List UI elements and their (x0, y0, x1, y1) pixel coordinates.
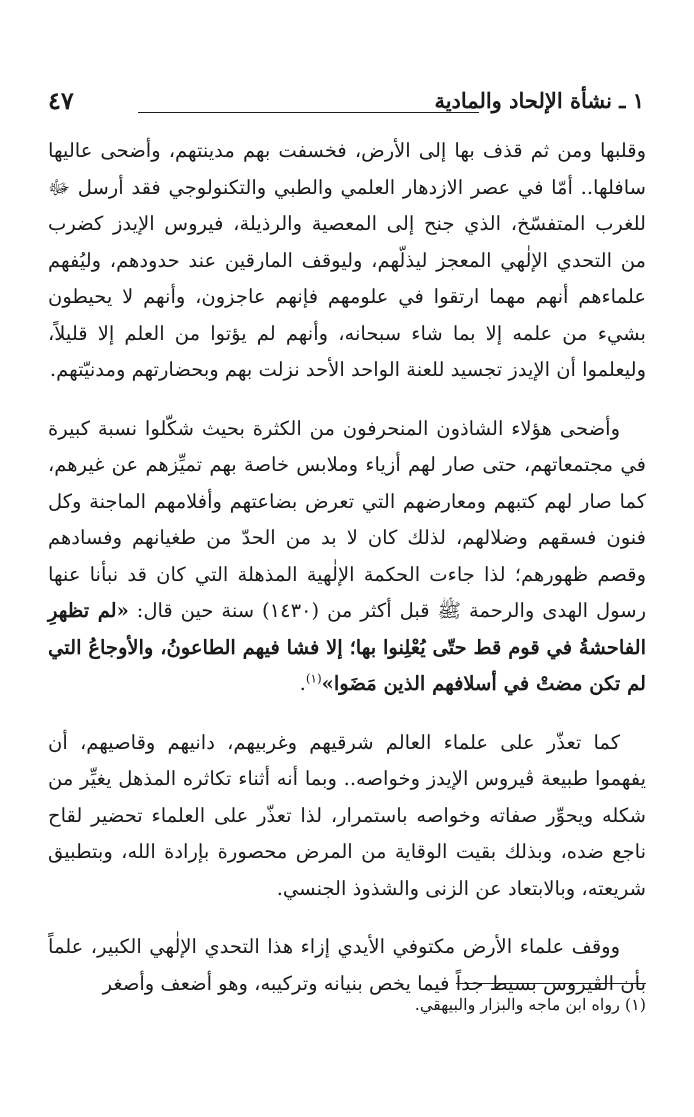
hadith-quote: «لم تظهرِ الفاحشةُ في قوم قط حتّى يُعْلِنوا بها؛ إلا فشا فيهم الطاعونُ، والأوجاعُ التي لم تكن مضتْ في أسلافهم الذين مَضَوا» (48, 599, 646, 695)
paragraph-1: وقلبها ومن ثم قذف بها إلى الأرض، فخسفت بهم مدينتهم، وأضحى عاليها سافلها.. أمّا في عصر الازدهار العلمي والطبي والتكنولوجي فقد أرسل ﷻ للغرب المتفسّخ، الذي جنح إلى المعصية والرذيلة، فيروس الإيدز كضرب من التحدي الإلٰهي المعجز ليذلّهم، وليوقف المارقين عند حدودهم، وليُفهم علماءهم أنهم مهما ارتقوا في علومهم فإنهم عاجزون، وأنهم لا يحيطون بشيء من علمه إلا بما شاء سبحانه، وأنهم لم يؤتوا من العلم إلا قليلاً، وليعلموا أن الإيدز تجسيد للعنة الواحد الأحد نزلت بهم وبحضارتهم ومدنيّتهم. (48, 139, 646, 381)
paragraph-4: ووقف علماء الأرض مكتوفي الأيدي إزاء هذا التحدي الإلٰهي الكبير، علماً بأن الڤيروس بسيط جداً فيما يخص بنيانه وتركيبه، وهو أضعف وأصغر (48, 935, 646, 995)
header-rule (138, 112, 479, 113)
footnote-rule (456, 983, 646, 984)
paragraph-2-end: . (299, 672, 306, 695)
footnote-ref[interactable]: (١) (305, 671, 322, 686)
footnote: (١) رواه ابن ماجه والبزار والبيهقي. (414, 995, 646, 1014)
chapter-title: ١ ـ نشأة الإلحاد والمادية (434, 88, 644, 113)
body-text (48, 133, 646, 1024)
paragraph-2 (48, 411, 646, 703)
running-header (48, 86, 644, 120)
paragraph-2-text: وأضحى هؤلاء الشاذون المنحرفون من الكثرة بحيث شكّلوا نسبة كبيرة في مجتمعاتهم، حتى صار لهم أزياء وملابس خاصة بهم تميِّزهم عن غيرهم، كما صار لهم كتبهم ومعارضهم التي تعرض بضاعتهم وأفلامهم الماجنة وكل فنون فسقهم وضلالهم، لذلك كان لا بد من الحدّ من طغيانهم وفسادهم وقصم ظهورهم؛ لذا جاءت الحكمة الإلٰهية المذهلة التي كان قد نبأنا عنها رسول الهدى والرحمة ﷺ قبل أكثر من (١٤٣٠) سنة حين قال: (48, 416, 646, 622)
page-number: ٤٧ (48, 86, 74, 115)
paragraph-3: كما تعذّر على علماء العالم شرقيهم وغربيهم، دانيهم وقاصيهم، أن يفهموا طبيعة ڤيروس الإيدز وخواصه.. وبما أنه أثناء تكاثره المذهل يغيِّر من شكله ويحوِّر صفاته وخواصه باستمرار، لذا تعذّر على العلماء تحضير لقاح ناجع ضده، وبذلك بقيت الوقاية من المرض محصورة بإرادة الله، وبتطبيق شريعته، وبالابتعاد عن الزنى والشذوذ الجنسي. (48, 730, 646, 900)
